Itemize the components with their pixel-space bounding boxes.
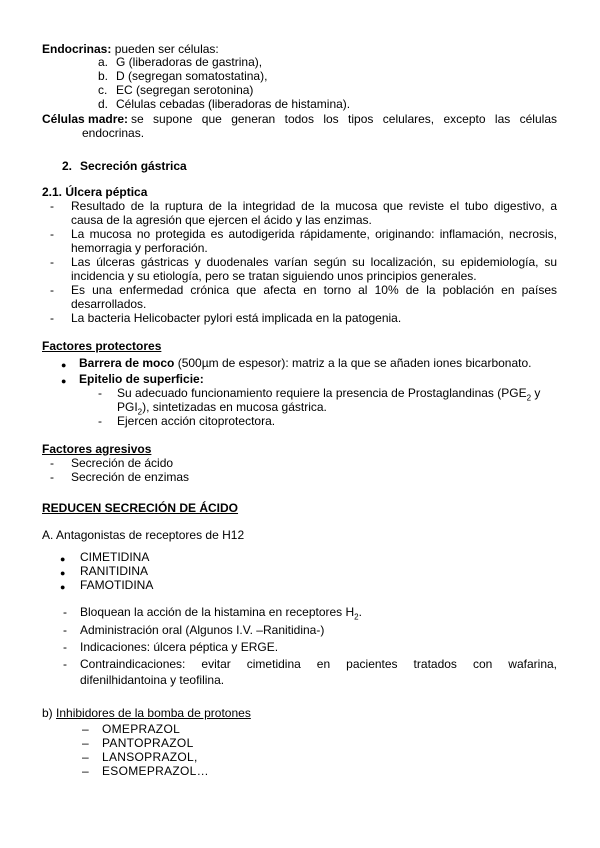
bullet-icon xyxy=(60,580,65,594)
ulcera-item-2-line1: Las úlceras gástricas y duodenales varían según su localización, su epidemiología, su xyxy=(71,255,557,269)
dash: - xyxy=(50,227,54,241)
dash: – xyxy=(82,764,89,778)
epitelio-sub2: Ejercen acción citoprotectora. xyxy=(117,414,276,428)
ulcera-item-0-line2: causa de la agresión que ejercen el ácido y las enzimas. xyxy=(71,213,372,227)
dash: – xyxy=(82,722,89,736)
list-item: EC (segregan serotonina) xyxy=(116,83,254,97)
madre-line1: se supone que generan todos los tipos celulares, excepto las células xyxy=(131,112,557,126)
dash: - xyxy=(50,311,54,325)
antagonistas-point-1 xyxy=(80,606,362,623)
drug-item: FAMOTIDINA xyxy=(80,578,154,592)
bullet-icon xyxy=(60,552,65,566)
antagonistas-point-4-line1: Contraindicaciones: evitar cimetidina en pacientes tratados con wafarina, xyxy=(80,657,557,671)
text-run: Su adecuado funcionamiento requiere la presencia de Prostaglandinas (PGE xyxy=(117,386,527,400)
bullet-icon xyxy=(61,358,66,372)
inhibidores-title: Inhibidores de la bomba de protones xyxy=(56,706,251,720)
section-title: Secreción gástrica xyxy=(80,159,187,173)
dash: - xyxy=(63,623,67,637)
dash: - xyxy=(98,414,102,428)
agresivos-item: Secreción de enzimas xyxy=(71,470,190,484)
endocrinas-text: pueden ser células: xyxy=(111,42,219,56)
bullet-icon xyxy=(60,566,65,580)
protectores-title: Factores protectores xyxy=(42,339,162,353)
dash: - xyxy=(50,199,54,213)
ipp-item: ESOMEPRAZOL… xyxy=(102,764,209,778)
ulcera-item-4-line1: La bacteria Helicobacter pylori está implicada en la patogenia. xyxy=(71,311,402,325)
section-number: 2. xyxy=(62,159,73,173)
agresivos-title: Factores agresivos xyxy=(42,442,152,456)
list-marker: b. xyxy=(98,69,109,83)
ulcera-item-3-line1: Es una enfermedad crónica que afecta en torno al 10% de la población en países xyxy=(71,283,557,297)
text-run: Bloquean la acción de la histamina en receptores H xyxy=(80,605,355,619)
endocrinas-label: Endocrinas: xyxy=(42,42,112,56)
moco-line xyxy=(79,357,532,370)
dash: - xyxy=(50,456,54,470)
dash: - xyxy=(63,657,67,671)
list-item: G (liberadoras de gastrina), xyxy=(116,55,263,69)
antagonistas-title: A. Antagonistas de receptores de H12 xyxy=(42,528,245,542)
ulcera-item-1-line1: La mucosa no protegida es autodigerida rápidamente, originando: inflamación, necrosis, xyxy=(71,227,557,241)
ulcera-item-2-line2: incidencia y su etiología, pero se tratan siguiendo unos principios generales. xyxy=(71,269,477,283)
ulcera-title: 2.1. Úlcera péptica xyxy=(42,185,148,199)
ipp-item: OMEPRAZOL xyxy=(102,722,181,736)
antagonistas-point-3: Indicaciones: úlcera péptica y ERGE. xyxy=(80,640,279,654)
list-item: Células cebadas (liberadoras de histamina). xyxy=(116,97,351,111)
text-run: PGI xyxy=(117,400,138,414)
dash: – xyxy=(82,736,89,750)
moco-text: (500µm de espesor): matriz a la que se añaden iones bicarbonato. xyxy=(174,356,532,370)
text-run: . xyxy=(358,605,362,619)
ipp-item: PANTOPRAZOL xyxy=(102,736,194,750)
text-run: ), sintetizadas en mucosa gástrica. xyxy=(142,400,327,414)
list-marker: c. xyxy=(98,83,108,97)
madre-line2: endocrinas. xyxy=(82,126,145,140)
dash: - xyxy=(63,640,67,654)
dash: - xyxy=(63,605,67,619)
dash: - xyxy=(50,470,54,484)
bullet-icon xyxy=(61,374,66,388)
ipp-item: LANSOPRAZOL, xyxy=(102,750,198,764)
ulcera-item-3-line2: desarrollados. xyxy=(71,297,147,311)
list-item: D (segregan somatostatina), xyxy=(116,69,268,83)
ulcera-item-0-line1: Resultado de la ruptura de la integridad de la mucosa que reviste el tubo digestivo, a xyxy=(71,199,557,213)
ulcera-item-1-line2: hemorragia y perforación. xyxy=(71,241,208,255)
reducen-title: REDUCEN SECRECIÓN DE ÁCIDO xyxy=(42,501,239,515)
dash: - xyxy=(50,255,54,269)
moco-label: Barrera de moco xyxy=(79,356,175,370)
subscript: 2 xyxy=(354,612,359,622)
antagonistas-point-4-line2: difenilhidantoina y teofilina. xyxy=(80,673,225,687)
list-marker: a. xyxy=(98,55,109,69)
dash: - xyxy=(50,283,54,297)
drug-item: RANITIDINA xyxy=(80,564,149,578)
dash: – xyxy=(82,750,89,764)
inhibidores-prefix: b) xyxy=(42,706,53,720)
list-marker: d. xyxy=(98,97,109,111)
subscript: 2 xyxy=(526,393,532,403)
epitelio-label: Epitelio de superficie: xyxy=(79,372,204,386)
drug-item: CIMETIDINA xyxy=(80,550,150,564)
subscript: 2 xyxy=(137,407,143,417)
dash: - xyxy=(98,386,102,400)
inhibidores-heading xyxy=(42,707,251,720)
madre-label xyxy=(42,113,128,126)
antagonistas-point-2: Administración oral (Algunos I.V. –Ranitidina-) xyxy=(80,623,325,637)
agresivos-item: Secreción de ácido xyxy=(71,456,174,470)
madre-label-text: Células madre: xyxy=(42,112,129,126)
text-run: y xyxy=(531,386,541,400)
